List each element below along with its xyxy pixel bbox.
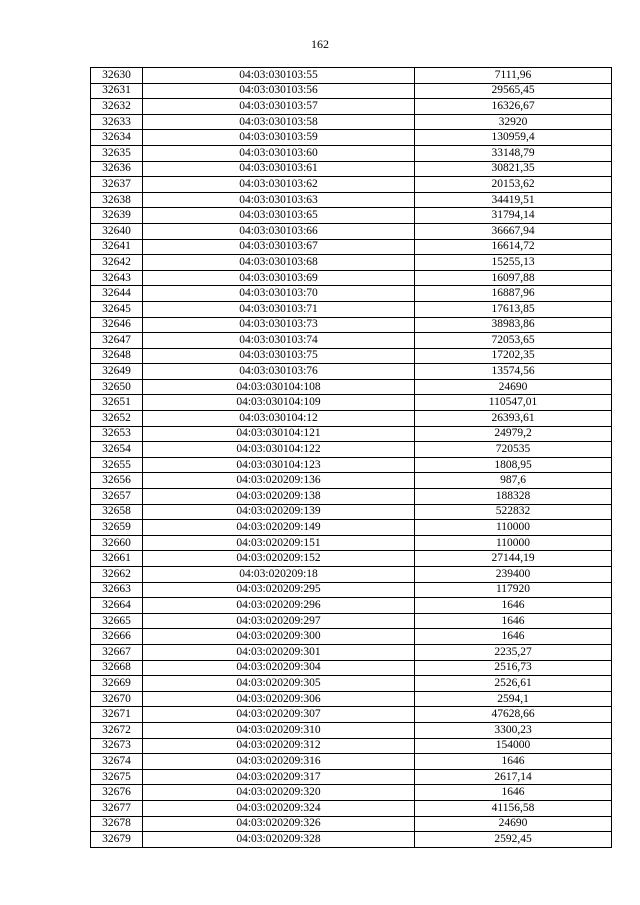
row-number-cell: 32661 xyxy=(91,551,143,567)
cadastral-number-cell: 04:03:030103:59 xyxy=(143,130,415,146)
table-row xyxy=(91,489,612,505)
row-number-cell: 32670 xyxy=(91,691,143,707)
cadastral-number-cell: 04:03:020209:328 xyxy=(143,832,415,848)
row-number-cell: 32648 xyxy=(91,348,143,364)
value-cell: 188328 xyxy=(415,489,612,505)
cadastral-number-cell: 04:03:030103:71 xyxy=(143,301,415,317)
value-cell: 24690 xyxy=(415,379,612,395)
cadastral-number-cell: 04:03:030103:68 xyxy=(143,255,415,271)
table-row xyxy=(91,457,612,473)
table-row xyxy=(91,707,612,723)
cadastral-number-cell: 04:03:020209:300 xyxy=(143,629,415,645)
value-cell: 117920 xyxy=(415,582,612,598)
value-cell: 15255,13 xyxy=(415,255,612,271)
cadastral-number-cell: 04:03:020209:139 xyxy=(143,504,415,520)
cadastral-number-cell: 04:03:030104:109 xyxy=(143,395,415,411)
table-row xyxy=(91,442,612,458)
row-number-cell: 32663 xyxy=(91,582,143,598)
value-cell: 13574,56 xyxy=(415,364,612,380)
value-cell: 17613,85 xyxy=(415,301,612,317)
table-row xyxy=(91,333,612,349)
value-cell: 17202,35 xyxy=(415,348,612,364)
table-row xyxy=(91,473,612,489)
value-cell: 2235,27 xyxy=(415,644,612,660)
table-row xyxy=(91,660,612,676)
table-row xyxy=(91,629,612,645)
cadastral-number-cell: 04:03:030103:61 xyxy=(143,161,415,177)
value-cell: 41156,58 xyxy=(415,800,612,816)
cadastral-number-cell: 04:03:030103:55 xyxy=(143,68,415,84)
table-row xyxy=(91,192,612,208)
row-number-cell: 32659 xyxy=(91,520,143,536)
value-cell: 38983,86 xyxy=(415,317,612,333)
value-cell: 24979,2 xyxy=(415,426,612,442)
cadastral-number-cell: 04:03:030103:69 xyxy=(143,270,415,286)
row-number-cell: 32651 xyxy=(91,395,143,411)
value-cell: 26393,61 xyxy=(415,411,612,427)
table-row xyxy=(91,644,612,660)
cadastral-number-cell: 04:03:030103:67 xyxy=(143,239,415,255)
row-number-cell: 32653 xyxy=(91,426,143,442)
row-number-cell: 32649 xyxy=(91,364,143,380)
value-cell: 1646 xyxy=(415,785,612,801)
row-number-cell: 32633 xyxy=(91,114,143,130)
value-cell: 16326,67 xyxy=(415,99,612,115)
value-cell: 987,6 xyxy=(415,473,612,489)
table-row xyxy=(91,68,612,84)
row-number-cell: 32668 xyxy=(91,660,143,676)
row-number-cell: 32655 xyxy=(91,457,143,473)
table-row xyxy=(91,832,612,848)
cadastral-number-cell: 04:03:030103:65 xyxy=(143,208,415,224)
row-number-cell: 32640 xyxy=(91,223,143,239)
table-row xyxy=(91,379,612,395)
cadastral-number-cell: 04:03:030104:108 xyxy=(143,379,415,395)
row-number-cell: 32635 xyxy=(91,145,143,161)
cadastral-number-cell: 04:03:020209:152 xyxy=(143,551,415,567)
table-row xyxy=(91,255,612,271)
table-row xyxy=(91,800,612,816)
cadastral-number-cell: 04:03:020209:317 xyxy=(143,769,415,785)
table-row xyxy=(91,395,612,411)
cadastral-number-cell: 04:03:020209:295 xyxy=(143,582,415,598)
row-number-cell: 32662 xyxy=(91,567,143,583)
row-number-cell: 32650 xyxy=(91,379,143,395)
cadastral-number-cell: 04:03:030104:122 xyxy=(143,442,415,458)
cadastral-number-cell: 04:03:020209:324 xyxy=(143,800,415,816)
cadastral-number-cell: 04:03:020209:138 xyxy=(143,489,415,505)
cadastral-number-cell: 04:03:020209:149 xyxy=(143,520,415,536)
value-cell: 27144,19 xyxy=(415,551,612,567)
value-cell: 36667,94 xyxy=(415,223,612,239)
cadastral-number-cell: 04:03:030104:123 xyxy=(143,457,415,473)
value-cell: 31794,14 xyxy=(415,208,612,224)
cadastral-number-cell: 04:03:020209:326 xyxy=(143,816,415,832)
cadastral-number-cell: 04:03:030103:74 xyxy=(143,333,415,349)
value-cell: 239400 xyxy=(415,567,612,583)
value-cell: 2592,45 xyxy=(415,832,612,848)
cadastral-number-cell: 04:03:020209:305 xyxy=(143,676,415,692)
value-cell: 16097,88 xyxy=(415,270,612,286)
table-row xyxy=(91,145,612,161)
page-number: 162 xyxy=(311,37,329,51)
value-cell: 1646 xyxy=(415,629,612,645)
table-row xyxy=(91,364,612,380)
value-cell: 29565,45 xyxy=(415,83,612,99)
row-number-cell: 32646 xyxy=(91,317,143,333)
table-row xyxy=(91,816,612,832)
cadastral-number-cell: 04:03:030103:76 xyxy=(143,364,415,380)
table-body xyxy=(91,68,612,848)
cadastral-number-cell: 04:03:020209:316 xyxy=(143,754,415,770)
data-table xyxy=(90,67,612,848)
table-row xyxy=(91,114,612,130)
row-number-cell: 32643 xyxy=(91,270,143,286)
row-number-cell: 32654 xyxy=(91,442,143,458)
row-number-cell: 32665 xyxy=(91,613,143,629)
row-number-cell: 32664 xyxy=(91,598,143,614)
value-cell: 7111,96 xyxy=(415,68,612,84)
table-row xyxy=(91,598,612,614)
value-cell: 1646 xyxy=(415,613,612,629)
row-number-cell: 32666 xyxy=(91,629,143,645)
row-number-cell: 32672 xyxy=(91,722,143,738)
value-cell: 110547,01 xyxy=(415,395,612,411)
table-row xyxy=(91,426,612,442)
table-row xyxy=(91,676,612,692)
table-row xyxy=(91,223,612,239)
cadastral-number-cell: 04:03:030104:121 xyxy=(143,426,415,442)
table-row xyxy=(91,722,612,738)
cadastral-number-cell: 04:03:030103:66 xyxy=(143,223,415,239)
table-row xyxy=(91,83,612,99)
cadastral-number-cell: 04:03:030103:73 xyxy=(143,317,415,333)
value-cell: 154000 xyxy=(415,738,612,754)
cadastral-number-cell: 04:03:020209:301 xyxy=(143,644,415,660)
row-number-cell: 32630 xyxy=(91,68,143,84)
row-number-cell: 32676 xyxy=(91,785,143,801)
value-cell: 1808,95 xyxy=(415,457,612,473)
cadastral-number-cell: 04:03:030103:70 xyxy=(143,286,415,302)
row-number-cell: 32637 xyxy=(91,177,143,193)
value-cell: 2526,61 xyxy=(415,676,612,692)
row-number-cell: 32671 xyxy=(91,707,143,723)
table-row xyxy=(91,177,612,193)
cadastral-number-cell: 04:03:020209:312 xyxy=(143,738,415,754)
value-cell: 2516,73 xyxy=(415,660,612,676)
row-number-cell: 32658 xyxy=(91,504,143,520)
value-cell: 33148,79 xyxy=(415,145,612,161)
row-number-cell: 32647 xyxy=(91,333,143,349)
table-row xyxy=(91,785,612,801)
table-row xyxy=(91,551,612,567)
table-row xyxy=(91,582,612,598)
row-number-cell: 32675 xyxy=(91,769,143,785)
table-row xyxy=(91,691,612,707)
row-number-cell: 32642 xyxy=(91,255,143,271)
value-cell: 2617,14 xyxy=(415,769,612,785)
table-row xyxy=(91,411,612,427)
row-number-cell: 32674 xyxy=(91,754,143,770)
value-cell: 3300,23 xyxy=(415,722,612,738)
value-cell: 2594,1 xyxy=(415,691,612,707)
table-row xyxy=(91,504,612,520)
cadastral-number-cell: 04:03:020209:151 xyxy=(143,535,415,551)
table-row xyxy=(91,161,612,177)
row-number-cell: 32638 xyxy=(91,192,143,208)
cadastral-number-cell: 04:03:020209:320 xyxy=(143,785,415,801)
row-number-cell: 32679 xyxy=(91,832,143,848)
cadastral-number-cell: 04:03:030103:56 xyxy=(143,83,415,99)
table-row xyxy=(91,613,612,629)
table-row xyxy=(91,520,612,536)
table-row xyxy=(91,348,612,364)
row-number-cell: 32669 xyxy=(91,676,143,692)
row-number-cell: 32677 xyxy=(91,800,143,816)
row-number-cell: 32639 xyxy=(91,208,143,224)
cadastral-number-cell: 04:03:020209:306 xyxy=(143,691,415,707)
row-number-cell: 32631 xyxy=(91,83,143,99)
row-number-cell: 32644 xyxy=(91,286,143,302)
value-cell: 30821,35 xyxy=(415,161,612,177)
value-cell: 110000 xyxy=(415,520,612,536)
value-cell: 47628,66 xyxy=(415,707,612,723)
row-number-cell: 32657 xyxy=(91,489,143,505)
table-row xyxy=(91,738,612,754)
value-cell: 20153,62 xyxy=(415,177,612,193)
table-row xyxy=(91,239,612,255)
row-number-cell: 32673 xyxy=(91,738,143,754)
row-number-cell: 32660 xyxy=(91,535,143,551)
table-row xyxy=(91,270,612,286)
value-cell: 1646 xyxy=(415,754,612,770)
row-number-cell: 32632 xyxy=(91,99,143,115)
value-cell: 720535 xyxy=(415,442,612,458)
table-row xyxy=(91,208,612,224)
value-cell: 130959,4 xyxy=(415,130,612,146)
cadastral-number-cell: 04:03:030103:60 xyxy=(143,145,415,161)
cadastral-number-cell: 04:03:020209:297 xyxy=(143,613,415,629)
cadastral-number-cell: 04:03:030103:57 xyxy=(143,99,415,115)
value-cell: 522832 xyxy=(415,504,612,520)
table-row xyxy=(91,301,612,317)
row-number-cell: 32634 xyxy=(91,130,143,146)
value-cell: 34419,51 xyxy=(415,192,612,208)
value-cell: 110000 xyxy=(415,535,612,551)
cadastral-number-cell: 04:03:020209:296 xyxy=(143,598,415,614)
table-row xyxy=(91,535,612,551)
cadastral-number-cell: 04:03:030103:63 xyxy=(143,192,415,208)
row-number-cell: 32641 xyxy=(91,239,143,255)
table-row xyxy=(91,286,612,302)
table-row xyxy=(91,754,612,770)
value-cell: 24690 xyxy=(415,816,612,832)
table-row xyxy=(91,130,612,146)
table-row xyxy=(91,769,612,785)
row-number-cell: 32678 xyxy=(91,816,143,832)
cadastral-number-cell: 04:03:030103:75 xyxy=(143,348,415,364)
cadastral-number-cell: 04:03:020209:304 xyxy=(143,660,415,676)
value-cell: 72053,65 xyxy=(415,333,612,349)
value-cell: 16614,72 xyxy=(415,239,612,255)
value-cell: 1646 xyxy=(415,598,612,614)
cadastral-number-cell: 04:03:020209:136 xyxy=(143,473,415,489)
cadastral-number-cell: 04:03:030104:12 xyxy=(143,411,415,427)
row-number-cell: 32652 xyxy=(91,411,143,427)
table-row xyxy=(91,567,612,583)
cadastral-number-cell: 04:03:020209:310 xyxy=(143,722,415,738)
row-number-cell: 32645 xyxy=(91,301,143,317)
value-cell: 16887,96 xyxy=(415,286,612,302)
row-number-cell: 32656 xyxy=(91,473,143,489)
row-number-cell: 32667 xyxy=(91,644,143,660)
cadastral-number-cell: 04:03:030103:58 xyxy=(143,114,415,130)
row-number-cell: 32636 xyxy=(91,161,143,177)
table-row xyxy=(91,99,612,115)
table-row xyxy=(91,317,612,333)
cadastral-number-cell: 04:03:030103:62 xyxy=(143,177,415,193)
cadastral-number-cell: 04:03:020209:307 xyxy=(143,707,415,723)
cadastral-number-cell: 04:03:020209:18 xyxy=(143,567,415,583)
value-cell: 32920 xyxy=(415,114,612,130)
